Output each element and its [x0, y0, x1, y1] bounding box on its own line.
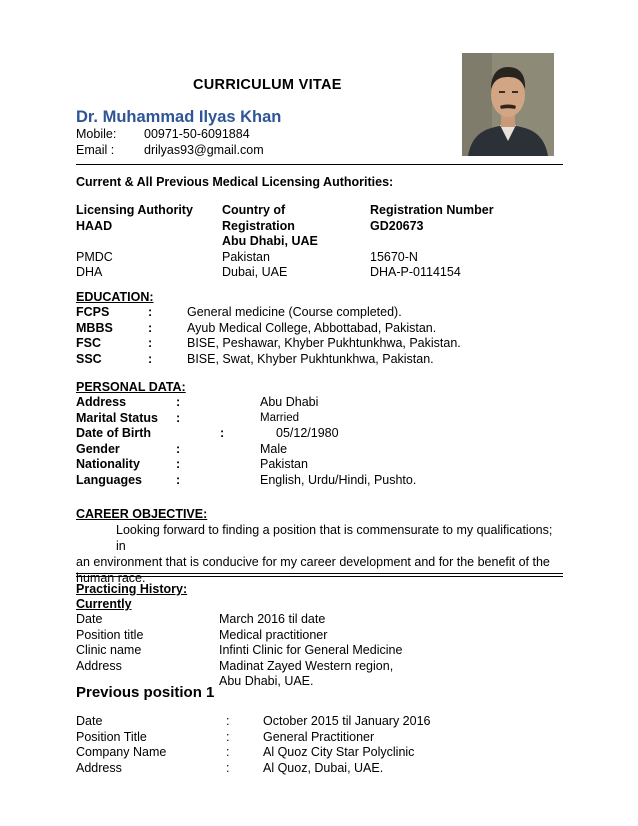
table-row — [76, 305, 461, 321]
objective-line: human race. — [76, 571, 146, 585]
header-divider — [76, 164, 563, 165]
field-value: March 2016 til date — [219, 612, 326, 626]
separator: : — [148, 351, 153, 366]
table-header-row — [76, 203, 494, 219]
candidate-name: Dr. Muhammad Ilyas Khan — [76, 108, 282, 126]
table-cell: DHA-P-0114154 — [370, 265, 461, 279]
table-row — [76, 265, 494, 281]
separator: : — [148, 336, 153, 350]
field-label: Languages — [76, 472, 142, 487]
table-row — [76, 730, 430, 746]
table-row — [76, 336, 461, 352]
field-label: Position title — [76, 627, 144, 642]
table-cell: Dubai, UAE — [222, 265, 288, 279]
field-value: English, Urdu/Hindi, Pushto. — [260, 472, 417, 487]
degree-detail: BISE, Swat, Khyber Pukhtunkhwa, Pakistan. — [187, 351, 434, 366]
currently-heading: Currently — [76, 597, 132, 611]
field-value: Married — [260, 411, 299, 424]
email-value: drilyas93@gmail.com — [144, 143, 264, 157]
separator: : — [226, 714, 230, 728]
field-value: October 2015 til January 2016 — [263, 714, 431, 728]
field-label: Address — [76, 395, 127, 409]
degree-detail: BISE, Peshawar, Khyber Pukhtunkhwa, Pakistan. — [187, 336, 461, 350]
table-row — [76, 714, 430, 730]
field-label: Marital Status — [76, 410, 158, 425]
table-cell: 15670-N — [370, 249, 418, 264]
separator: : — [176, 472, 181, 487]
field-value: Al Quoz City Star Polyclinic — [263, 745, 415, 759]
table-cell — [370, 234, 494, 250]
personal-data-table — [76, 395, 416, 488]
field-label: Date — [76, 714, 103, 728]
field-value: Infinti Clinic for General Medicine — [219, 643, 403, 657]
table-row — [76, 659, 402, 675]
table-row — [76, 457, 416, 473]
education-table — [76, 305, 461, 367]
field-value: Pakistan — [260, 457, 308, 471]
field-label: Address — [76, 658, 122, 673]
table-row — [76, 761, 430, 777]
separator: : — [148, 320, 153, 335]
document-title: CURRICULUM VITAE — [193, 77, 342, 93]
field-value: Madinat Zayed Western region, — [219, 658, 394, 673]
table-cell: Registration — [222, 218, 295, 233]
degree-detail: Ayub Medical College, Abbottabad, Pakistan. — [187, 320, 437, 335]
table-row — [76, 411, 416, 427]
column-header: Country of — [222, 203, 286, 217]
table-row — [76, 473, 416, 489]
table-row — [76, 426, 416, 442]
field-value: Male — [260, 441, 288, 456]
field-label: Address — [76, 760, 122, 775]
separator: : — [226, 729, 230, 744]
table-row — [76, 643, 402, 659]
degree-detail: General medicine (Course completed). — [187, 305, 402, 319]
field-label: Nationality — [76, 457, 140, 471]
table-row — [76, 352, 461, 368]
objective-line: Looking forward to finding a position that is commensurate to my qualifications; in — [116, 523, 553, 553]
field-label: Gender — [76, 441, 120, 456]
table-row — [76, 321, 461, 337]
portrait-photo — [462, 53, 554, 156]
education-heading: EDUCATION: — [76, 290, 154, 304]
degree-label: SSC — [76, 351, 102, 366]
field-label: Date — [76, 612, 103, 626]
separator: : — [226, 760, 230, 775]
objective-line: an environment that is conducive for my career development and for the benefit of the — [76, 555, 550, 569]
career-objective-heading: CAREER OBJECTIVE: — [76, 507, 208, 521]
degree-label: FSC — [76, 336, 101, 350]
separator: : — [220, 426, 225, 440]
table-row — [76, 612, 402, 628]
table-cell: Pakistan — [222, 249, 270, 264]
table-row — [76, 250, 494, 266]
previous-position-heading: Previous position 1 — [76, 684, 215, 701]
table-row — [76, 219, 494, 235]
field-value: Medical practitioner — [219, 627, 328, 642]
separator: : — [176, 395, 181, 409]
table-row — [76, 745, 430, 761]
field-value: Abu Dhabi, UAE. — [219, 674, 314, 688]
licensing-table — [76, 203, 494, 281]
column-header: Licensing Authority — [76, 203, 193, 217]
table-cell: PMDC — [76, 249, 113, 264]
separator: : — [148, 305, 153, 319]
licensing-heading: Current & All Previous Medical Licensing Authorities: — [76, 175, 394, 189]
field-value: Al Quoz, Dubai, UAE. — [263, 760, 384, 775]
degree-label: FCPS — [76, 305, 110, 319]
table-row — [76, 395, 416, 411]
table-row — [76, 628, 402, 644]
table-cell: HAAD — [76, 218, 113, 233]
practicing-history-heading: Practicing History: — [76, 582, 188, 596]
separator: : — [226, 745, 230, 759]
mobile-value: 00971-50-6091884 — [144, 127, 250, 141]
table-cell: Abu Dhabi, UAE — [222, 234, 318, 248]
column-header: Registration Number — [370, 203, 494, 217]
table-row — [76, 234, 494, 250]
separator: : — [176, 441, 181, 456]
portrait-image — [462, 53, 554, 156]
table-row — [76, 442, 416, 458]
field-value: 05/12/1980 — [276, 426, 339, 440]
current-position-table — [76, 612, 402, 690]
table-cell — [76, 234, 222, 250]
section-divider — [76, 573, 563, 574]
table-cell: GD20673 — [370, 218, 424, 233]
separator: : — [176, 410, 181, 425]
field-value: General Practitioner — [263, 729, 375, 744]
table-cell: DHA — [76, 265, 103, 279]
degree-label: MBBS — [76, 320, 113, 335]
field-value: Abu Dhabi — [260, 395, 319, 409]
field-label: Clinic name — [76, 643, 142, 657]
field-label: Date of Birth — [76, 426, 151, 440]
email-label: Email : — [76, 143, 115, 157]
mobile-label: Mobile: — [76, 127, 117, 141]
field-label: Company Name — [76, 745, 167, 759]
separator: : — [176, 457, 181, 471]
field-label: Position Title — [76, 729, 147, 744]
personal-data-heading: PERSONAL DATA: — [76, 380, 186, 394]
previous-position-table — [76, 714, 430, 776]
section-divider — [76, 576, 563, 577]
